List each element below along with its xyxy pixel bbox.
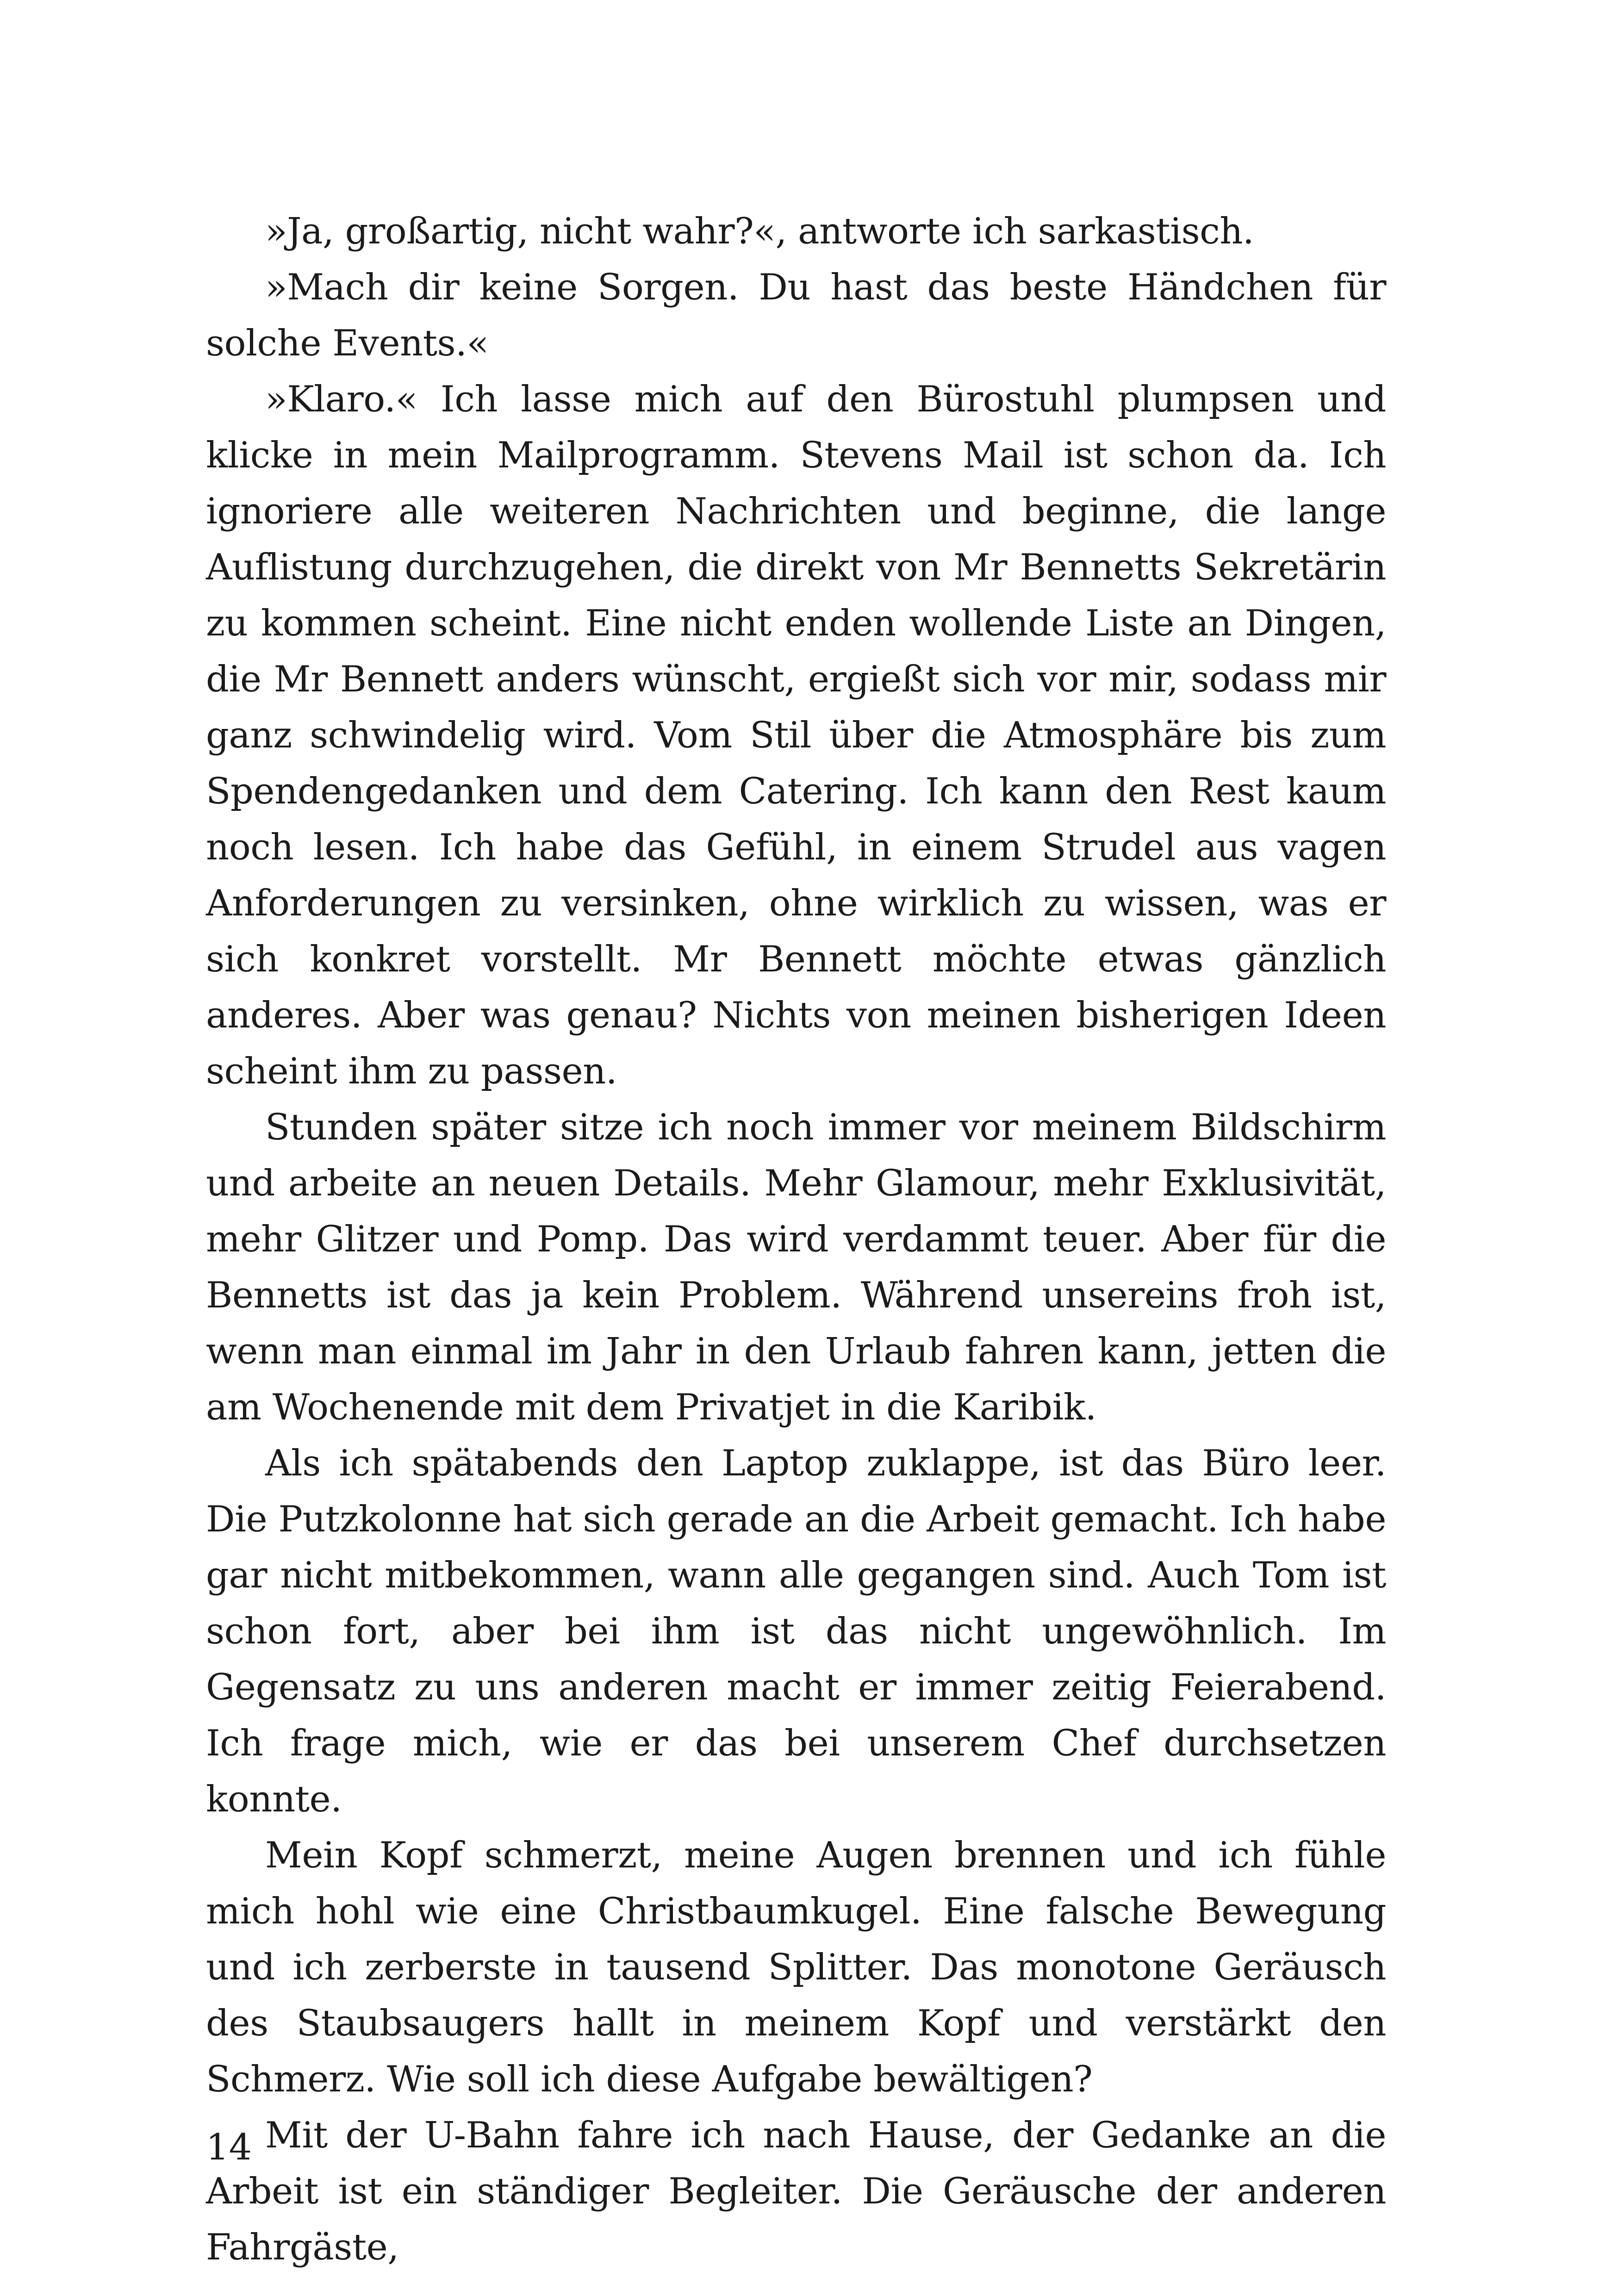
paragraph: »Mach dir keine Sorgen. Du hast das beste Händchen für solche Events.« (206, 267, 1386, 364)
paragraph: »Klaro.« Ich lasse mich auf den Bürostuhl plumpsen und klicke in mein Mailprogramm. Stevens Mail ist schon da. Ich ignoriere alle weiteren Nachrichten und beginne, die lange Auflistung durchzugehen, die direkt von Mr Bennetts Sekretärin zu kommen scheint. Eine nicht enden wollende Liste an Dingen, die Mr Bennett anders wünscht, ergießt sich vor mir, sodass mir ganz schwindelig wird. Vom Stil über die Atmosphäre bis zum Spendengedanken und dem Catering. Ich kann den Rest kaum noch lesen. Ich habe das Gefühl, in einem Strudel aus vagen Anforderungen zu versinken, ohne wirklich zu wissen, was er sich konkret vorstellt. Mr Bennett möchte etwas gänzlich anderes. Aber was genau? Nichts von meinen bisherigen Ideen scheint ihm zu passen. (206, 379, 1386, 1092)
paragraph: Mit der U-Bahn fahre ich nach Hause, der Gedanke an die Arbeit ist ein ständiger Begleiter. Die Geräusche der anderen Fahrgäste, (206, 2115, 1386, 2268)
paragraph: Mein Kopf schmerzt, meine Augen brennen und ich fühle mich hohl wie eine Christbaumkugel. Eine falsche Bewegung und ich zerberste in tausend Splitter. Das monotone Geräusch des Staubsaugers hallt in meinem Kopf und verstärkt den Schmerz. Wie soll ich diese Aufgabe bewältigen? (206, 1835, 1386, 2100)
paragraph: »Ja, großartig, nicht wahr?«, antworte ich sarkastisch. (265, 211, 1254, 252)
body-text (206, 204, 1386, 2276)
page-number: 14 (206, 2127, 252, 2168)
paragraph: Stunden später sitze ich noch immer vor meinem Bildschirm und arbeite an neuen Details. Mehr Glamour, mehr Exklusivität, mehr Glitzer und Pomp. Das wird verdammt teuer. Aber für die Bennetts ist das ja kein Problem. Während unsereins froh ist, wenn man einmal im Jahr in den Urlaub fahren kann, jetten die am Wochenende mit dem Privatjet in die Karibik. (206, 1107, 1386, 1428)
paragraph: Als ich spätabends den Laptop zuklappe, ist das Büro leer. Die Putzkolonne hat sich gerade an die Arbeit gemacht. Ich habe gar nicht mitbekommen, wann alle gegangen sind. Auch Tom ist schon fort, aber bei ihm ist das nicht ungewöhnlich. Im Gegensatz zu uns anderen macht er immer zeitig Feierabend. Ich frage mich, wie er das bei unserem Chef durchsetzen konnte. (206, 1443, 1386, 1820)
